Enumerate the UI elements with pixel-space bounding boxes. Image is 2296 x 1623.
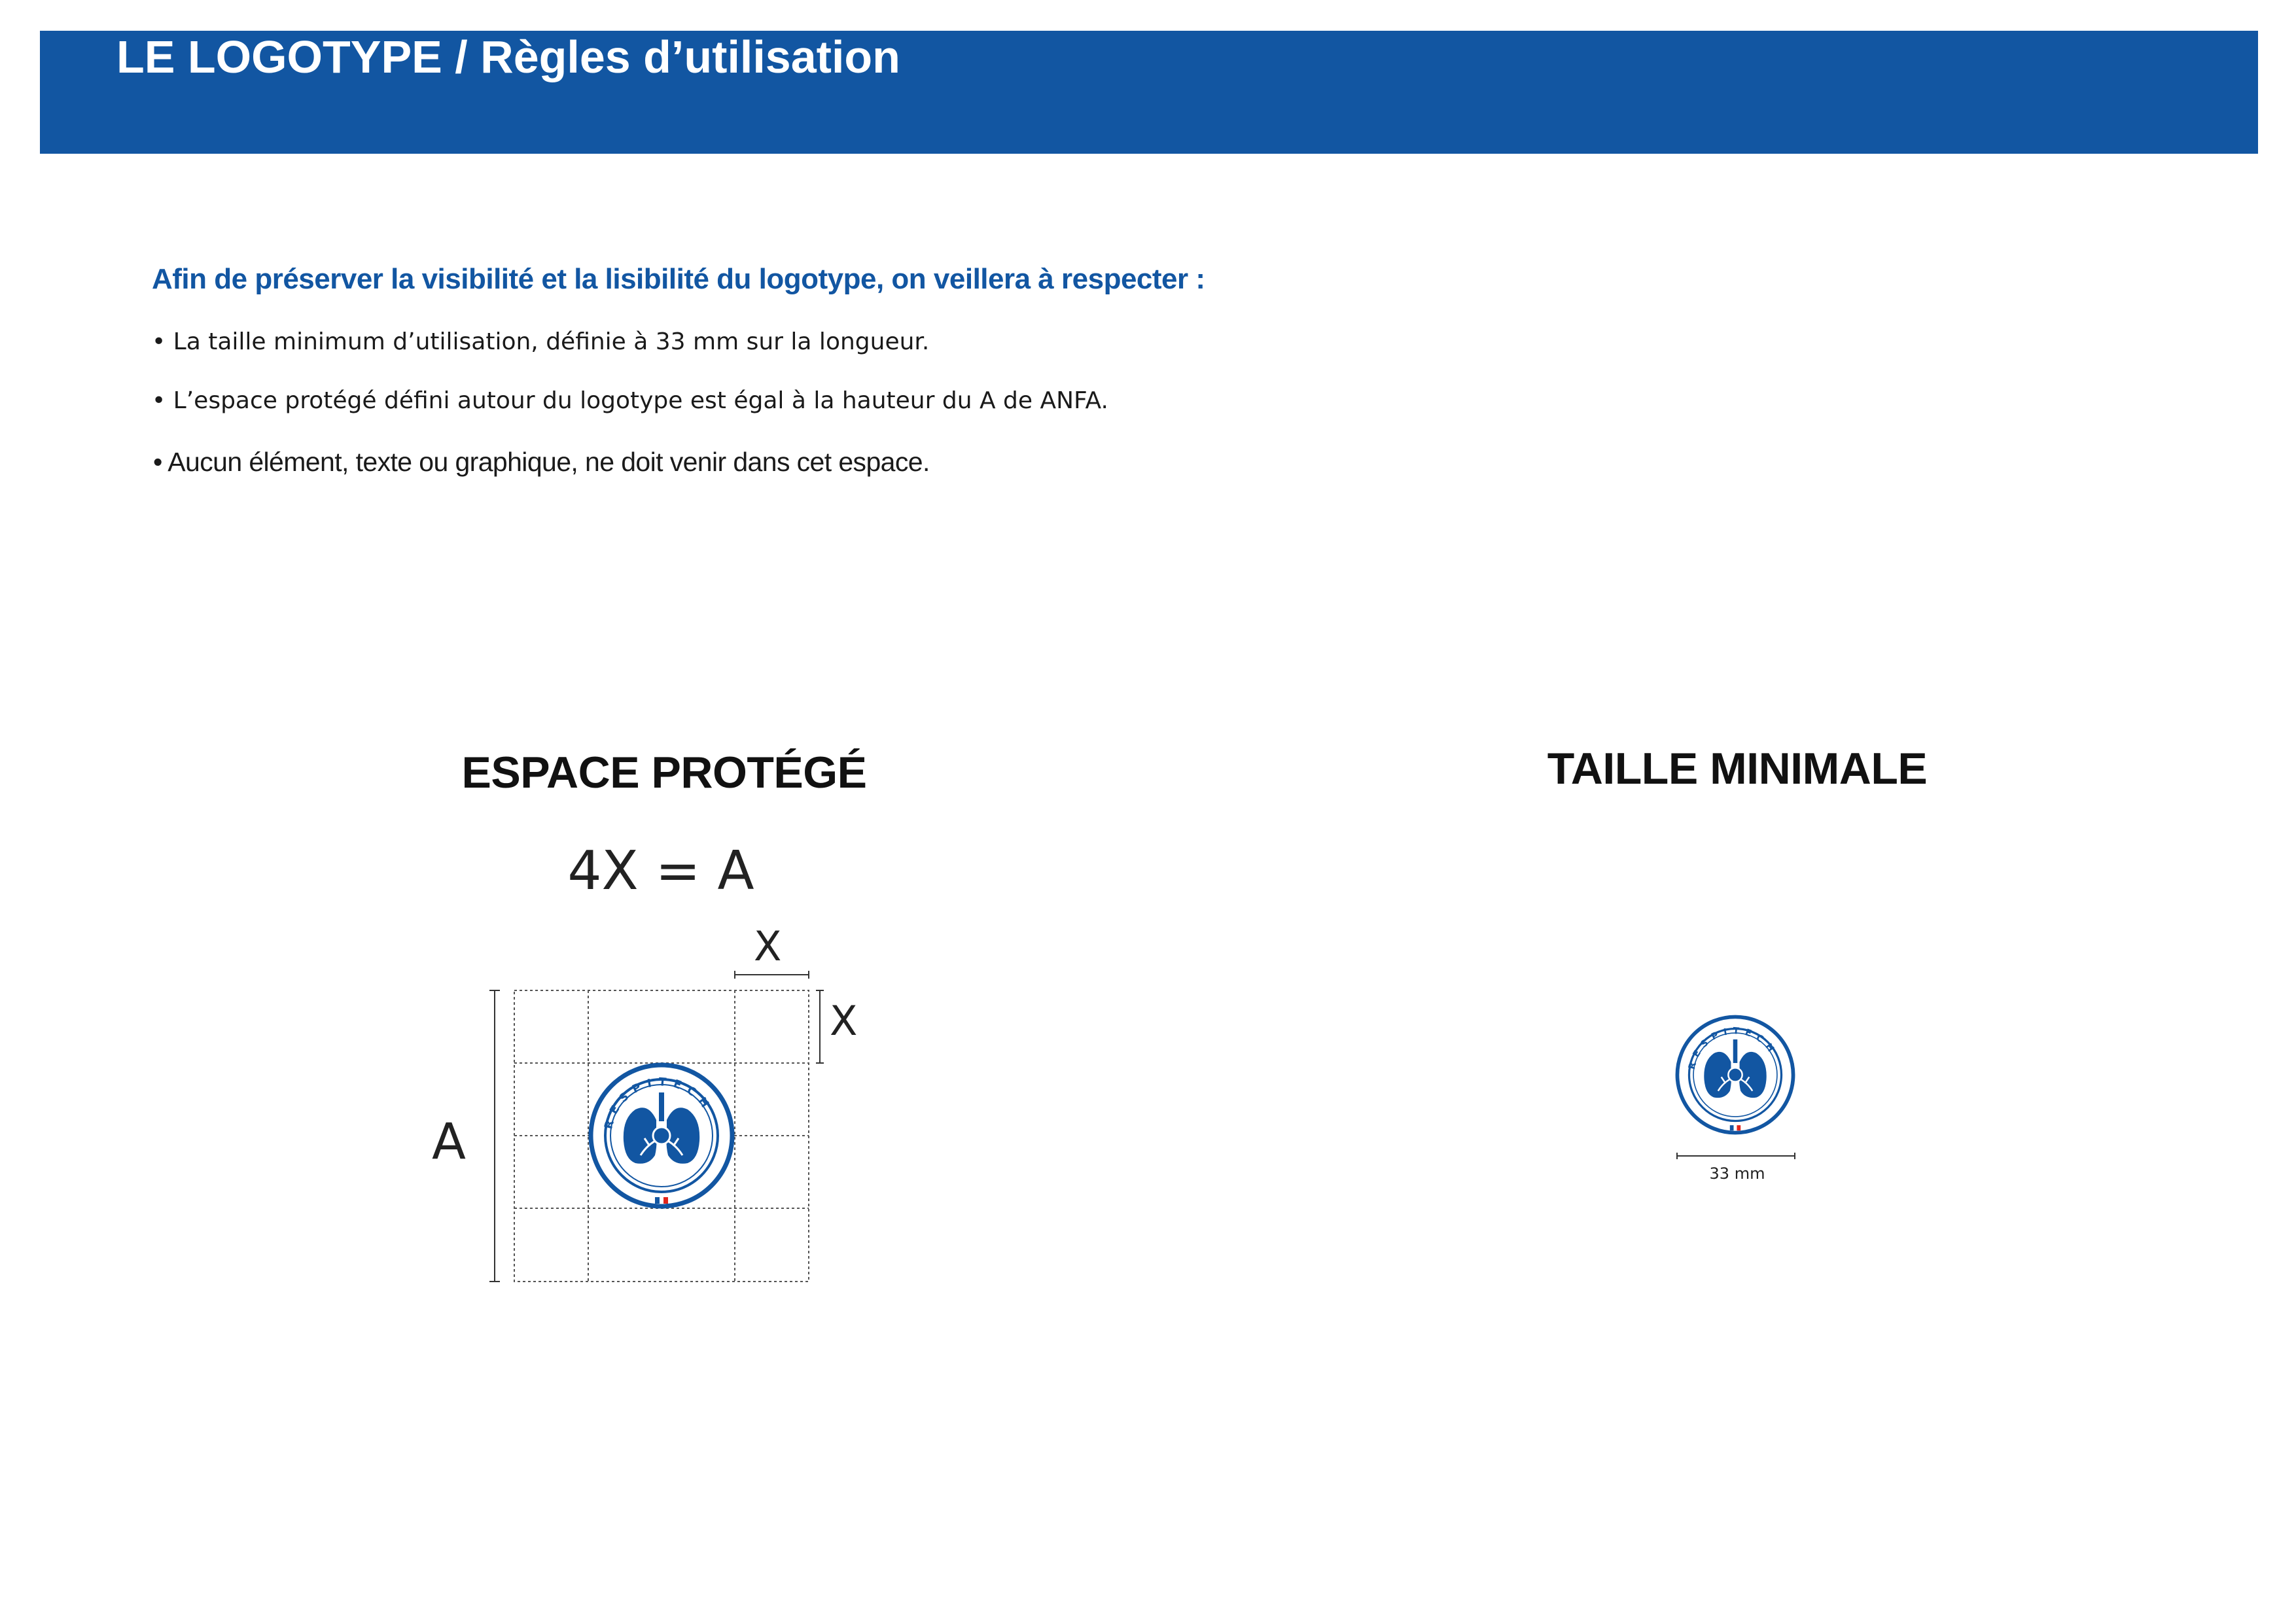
dimension-line-x-top [735, 971, 809, 979]
section-title-taille-minimale: TAILLE MINIMALE [1547, 744, 1928, 794]
min-size-dimension-line [1677, 1153, 1795, 1159]
logo-wordmark: RESPITECH [602, 1075, 715, 1131]
dimension-label-x-top: X [754, 922, 782, 970]
rule-protected-space: • L’espace protégé défini autour du logotype est égal à la hauteur du A de ANFA. [152, 387, 1108, 414]
page-title: LE LOGOTYPE / Règles d’utilisation [116, 31, 900, 82]
respitech-logo-large [591, 1065, 732, 1206]
protected-space-formula: 4X = A [567, 840, 754, 902]
intro-text: Afin de préserver la visibilité et la lisibilité du logotype, on veillera à respecter : [152, 263, 1205, 295]
rule-no-element: • Aucun élément, texte ou graphique, ne doit venir dans cet espace. [153, 447, 930, 477]
logo-wordmark-small: RESPITECH [1686, 1025, 1779, 1071]
dimension-label-x-side: X [830, 997, 858, 1045]
respitech-logo-small [1677, 1017, 1793, 1132]
min-size-label: 33 mm [1709, 1164, 1765, 1183]
dimension-label-a: A [432, 1112, 466, 1170]
dimension-line-a [489, 990, 500, 1282]
section-title-espace-protege: ESPACE PROTÉGÉ [461, 748, 867, 797]
dimension-line-x-side [816, 990, 824, 1063]
rule-min-size: • La taille minimum d’utilisation, définie à 33 mm sur la longueur. [152, 328, 930, 355]
